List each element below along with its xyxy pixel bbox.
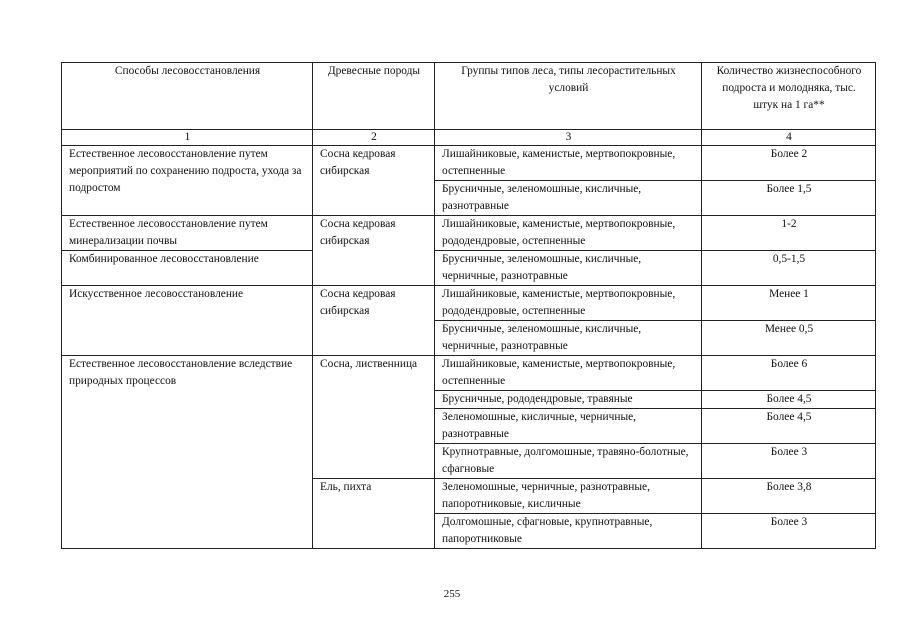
forest-type-cell: Брусничные, зеленомошные, кисличные, черничные, разнотравные (435, 321, 702, 356)
species-cell: Сосна кедровая сибирская (313, 216, 435, 286)
table-row (62, 251, 876, 286)
quantity-cell: Более 4,5 (702, 409, 876, 444)
table-row (62, 146, 876, 181)
method-cell: Естественное лесовосстановление путем мероприятий по сохранению подроста, ухода за подростом (62, 146, 313, 216)
column-number: 2 (313, 130, 435, 146)
species-cell: Сосна кедровая сибирская (313, 146, 435, 216)
table-row (62, 216, 876, 251)
forest-type-cell: Зеленомошные, черничные, разнотравные, папоротниковые, кисличные (435, 479, 702, 514)
table-header-row (62, 63, 876, 130)
forest-type-cell: Лишайниковые, каменистые, мертвопокровные, рододендровые, остепненные (435, 286, 702, 321)
method-cell: Естественное лесовосстановление путем минерализации почвы (62, 216, 313, 251)
species-cell: Ель, пихта (313, 479, 435, 549)
quantity-cell: 1-2 (702, 216, 876, 251)
forest-type-cell: Крупнотравные, долгомошные, травяно-болотные, сфагновые (435, 444, 702, 479)
forest-type-cell: Брусничные, рододендровые, травяные (435, 391, 702, 409)
species-cell: Сосна кедровая сибирская (313, 286, 435, 356)
method-cell: Комбинированное лесовосстановление (62, 251, 313, 286)
quantity-cell: Менее 1 (702, 286, 876, 321)
page-number: 255 (443, 588, 461, 600)
column-number-row (62, 130, 876, 146)
quantity-cell: Менее 0,5 (702, 321, 876, 356)
forest-type-cell: Лишайниковые, каменистые, мертвопокровные, остепненные (435, 146, 702, 181)
quantity-cell: Более 4,5 (702, 391, 876, 409)
quantity-cell: 0,5-1,5 (702, 251, 876, 286)
method-cell: Естественное лесовосстановление вследствие природных процессов (62, 356, 313, 549)
column-number: 1 (62, 130, 313, 146)
forest-type-cell: Лишайниковые, каменистые, мертвопокровные, рододендровые, остепненные (435, 216, 702, 251)
forest-type-cell: Брусничные, зеленомошные, кисличные, черничные, разнотравные (435, 251, 702, 286)
table-row (62, 356, 876, 391)
header-methods: Способы лесовосстановления (62, 63, 313, 130)
forest-type-cell: Зеленомошные, кисличные, черничные, разнотравные (435, 409, 702, 444)
header-species: Древесные породы (313, 63, 435, 130)
column-number: 3 (435, 130, 702, 146)
forest-type-cell: Брусничные, зеленомошные, кисличные, разнотравные (435, 181, 702, 216)
table-row (62, 286, 876, 321)
quantity-cell: Более 1,5 (702, 181, 876, 216)
header-forest-types: Группы типов леса, типы лесорастительных условий (435, 63, 702, 130)
quantity-cell: Более 2 (702, 146, 876, 181)
column-number: 4 (702, 130, 876, 146)
species-cell: Сосна, лиственница (313, 356, 435, 479)
forest-restoration-table (61, 62, 876, 549)
header-quantity: Количество жизнеспособного подроста и молодняка, тыс. штук на 1 га** (702, 63, 876, 130)
quantity-cell: Более 6 (702, 356, 876, 391)
forest-type-cell: Долгомошные, сфагновые, крупнотравные, папоротниковые (435, 514, 702, 549)
method-cell: Искусственное лесовосстановление (62, 286, 313, 356)
quantity-cell: Более 3 (702, 444, 876, 479)
quantity-cell: Более 3,8 (702, 479, 876, 514)
quantity-cell: Более 3 (702, 514, 876, 549)
forest-type-cell: Лишайниковые, каменистые, мертвопокровные, остепненные (435, 356, 702, 391)
